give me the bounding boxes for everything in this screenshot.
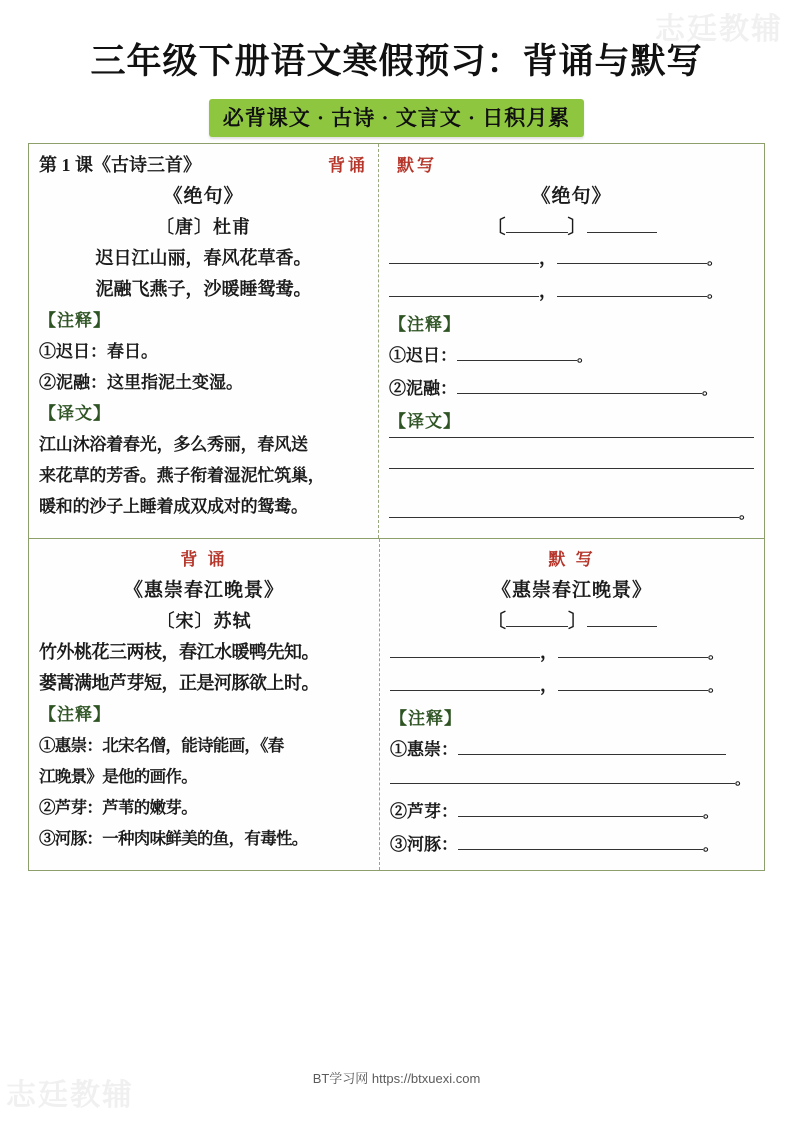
- poem-blank-row[interactable]: [389, 243, 754, 276]
- worksheet-table: [28, 143, 765, 871]
- block-2-dictation-column: [380, 539, 764, 870]
- note-blank-label-1: ①迟日：: [389, 346, 457, 365]
- poem-blank-row[interactable]: [390, 637, 754, 670]
- poem-line-2: 蒌蒿满地芦芽短，正是河豚欲上时。: [39, 673, 319, 693]
- block-1-recite-column: [29, 144, 379, 538]
- poem-line-row: [39, 243, 368, 274]
- note-blank-label-2: ②泥融：: [389, 379, 457, 398]
- poem-blank-row[interactable]: [389, 276, 754, 309]
- author-blank-row[interactable]: [389, 212, 754, 243]
- recite-tag: 背诵: [328, 156, 368, 175]
- subtitle-banner-wrapper: [0, 99, 793, 137]
- note-row: [39, 792, 369, 823]
- author-blank[interactable]: [587, 232, 657, 233]
- comma: ，: [539, 281, 557, 301]
- author-blank[interactable]: [587, 626, 657, 627]
- note-blank-row[interactable]: [390, 796, 754, 829]
- note-blank-1[interactable]: [457, 360, 577, 361]
- watermark-bottom-left: 志廷教辅: [6, 1079, 134, 1112]
- poem-blank-row[interactable]: [390, 670, 754, 703]
- note-item-1-line-2: 江晚景》是他的画作。: [39, 767, 198, 786]
- subtitle-banner: 必背课文 · 古诗 · 文言文 · 日积月累: [209, 99, 585, 137]
- period: 。: [735, 772, 751, 788]
- poem-blank-2a[interactable]: [390, 690, 540, 691]
- translation-row: [39, 429, 368, 460]
- translation-line-3: 暖和的沙子上睡着成双成对的鸳鸯。: [39, 497, 308, 516]
- poem-author: 〔唐〕杜甫: [156, 217, 251, 237]
- notes-label: 【注释】: [39, 705, 111, 724]
- translation-label-row: [39, 398, 368, 429]
- translation-blank-2[interactable]: [389, 468, 754, 469]
- footer-source: BT学习网 https://btxuexi.com: [312, 1071, 481, 1086]
- bracket-open: 〔: [487, 611, 507, 632]
- notes-label: 【注释】: [389, 315, 461, 334]
- poem-title: 《绝句》: [531, 186, 612, 207]
- poem-blank-2b[interactable]: [558, 690, 708, 691]
- note-item-1: ①迟日：春日。: [39, 342, 158, 361]
- period: 。: [703, 838, 719, 854]
- note-item-2: ②泥融：这里指泥土变湿。: [39, 373, 243, 392]
- bracket-close: 〕: [567, 217, 587, 238]
- poem-title-row: [39, 181, 368, 212]
- translation-blank-row[interactable]: [389, 437, 754, 468]
- note-blank-label-3: ③河豚：: [390, 835, 459, 854]
- note-blank-label-1: ①惠崇：: [390, 740, 459, 759]
- note-blank-2[interactable]: [457, 393, 702, 394]
- period: 。: [703, 805, 719, 821]
- recite-tag: 背 诵: [180, 550, 228, 569]
- period: 。: [702, 382, 718, 398]
- block-1-dictation-column: [379, 144, 764, 538]
- dynasty-blank[interactable]: [506, 626, 568, 627]
- note-blank-3[interactable]: [458, 849, 703, 850]
- poem-title-row: [39, 575, 369, 606]
- poem-line-row: [39, 637, 369, 668]
- translation-blank-row[interactable]: [389, 499, 754, 530]
- poem-title: 《惠崇春江晚景》: [492, 580, 653, 601]
- poem-title: 《绝句》: [163, 186, 244, 207]
- note-row: [39, 823, 369, 854]
- block-1-header-row: [39, 150, 368, 181]
- note-blank-1b[interactable]: [390, 783, 735, 784]
- translation-row: [39, 460, 368, 491]
- note-blank-2[interactable]: [458, 816, 703, 817]
- poem-line-row: [39, 274, 368, 305]
- poem-block-1: [29, 144, 764, 538]
- note-row: [39, 730, 369, 761]
- bracket-open: 〔: [486, 217, 506, 238]
- translation-label-row: [389, 406, 754, 437]
- watermark-top-right: 志廷教辅: [655, 13, 783, 46]
- poem-author-row: [39, 212, 368, 243]
- period: 。: [708, 679, 724, 695]
- period: 。: [707, 285, 723, 301]
- poem-title: 《惠崇春江晚景》: [124, 580, 285, 601]
- poem-blank-2b[interactable]: [557, 296, 707, 297]
- poem-blank-1a[interactable]: [389, 263, 539, 264]
- translation-blank-3[interactable]: [389, 517, 739, 518]
- translation-blank-1[interactable]: [389, 437, 754, 438]
- note-blank-row[interactable]: [389, 340, 754, 373]
- poem-blank-2a[interactable]: [389, 296, 539, 297]
- translation-label: 【译文】: [39, 404, 111, 423]
- notes-label: 【注释】: [39, 311, 111, 330]
- poem-blank-1a[interactable]: [390, 657, 540, 658]
- page-title: 三年级下册语文寒假预习：背诵与默写: [90, 42, 703, 81]
- period: 。: [708, 646, 724, 662]
- bracket-close: 〕: [568, 611, 588, 632]
- notes-label-row: [390, 703, 754, 734]
- note-item-2: ②芦芽：芦苇的嫩芽。: [39, 798, 198, 817]
- poem-line-2: 泥融飞燕子，沙暖睡鸳鸯。: [95, 279, 312, 299]
- notes-label-row: [389, 309, 754, 340]
- poem-title-row: [390, 575, 754, 606]
- poem-author: 〔宋〕苏轼: [156, 611, 252, 631]
- period: 。: [738, 506, 754, 522]
- poem-blank-1b[interactable]: [558, 657, 708, 658]
- dynasty-blank[interactable]: [506, 232, 568, 233]
- note-row: [39, 336, 368, 367]
- block-1-dictation-header-row: [389, 150, 754, 181]
- note-item-1-line-1: ①惠崇：北宋名僧，能诗能画，《春: [39, 736, 284, 755]
- translation-row: [39, 491, 368, 522]
- poem-author-row: [39, 606, 369, 637]
- note-blank-row[interactable]: [390, 765, 754, 796]
- poem-line-row: [39, 668, 369, 699]
- notes-label-row: [39, 699, 369, 730]
- dictation-tag: 默 写: [548, 550, 596, 569]
- note-item-3: ③河豚：一种肉味鲜美的鱼，有毒性。: [39, 829, 308, 848]
- block-2-header-row: [39, 545, 369, 575]
- note-blank-label-2: ②芦芽：: [390, 802, 459, 821]
- poem-blank-1b[interactable]: [557, 263, 707, 264]
- period: 。: [707, 252, 723, 268]
- lesson-title: 第 1 课《古诗三首》: [39, 155, 201, 175]
- poem-block-2: [29, 538, 764, 870]
- block-2-recite-column: [29, 539, 380, 870]
- author-blank-row[interactable]: [390, 606, 754, 637]
- note-blank-row[interactable]: [390, 829, 754, 862]
- poem-title-row: [389, 181, 754, 212]
- dictation-tag: 默写: [397, 156, 437, 175]
- translation-line-2: 来花草的芳香。燕子衔着湿泥忙筑巢，: [39, 466, 325, 485]
- poem-line-1: 迟日江山丽，春风花草香。: [95, 248, 312, 268]
- note-row: [39, 761, 369, 792]
- comma: ，: [539, 248, 557, 268]
- notes-label: 【注释】: [390, 709, 463, 728]
- note-blank-row[interactable]: [389, 373, 754, 406]
- note-blank-row[interactable]: [390, 734, 754, 765]
- translation-blank-row[interactable]: [389, 468, 754, 499]
- poem-line-1: 竹外桃花三两枝，春江水暖鸭先知。: [39, 642, 319, 662]
- period: 。: [577, 349, 593, 365]
- note-blank-1a[interactable]: [458, 754, 726, 755]
- comma: ，: [540, 642, 559, 662]
- block-2-dictation-header-row: [390, 545, 754, 575]
- notes-label-row: [39, 305, 368, 336]
- note-row: [39, 367, 368, 398]
- translation-line-1: 江山沐浴着春光，多么秀丽，春风送: [39, 435, 308, 454]
- translation-label: 【译文】: [389, 412, 461, 431]
- comma: ，: [540, 675, 559, 695]
